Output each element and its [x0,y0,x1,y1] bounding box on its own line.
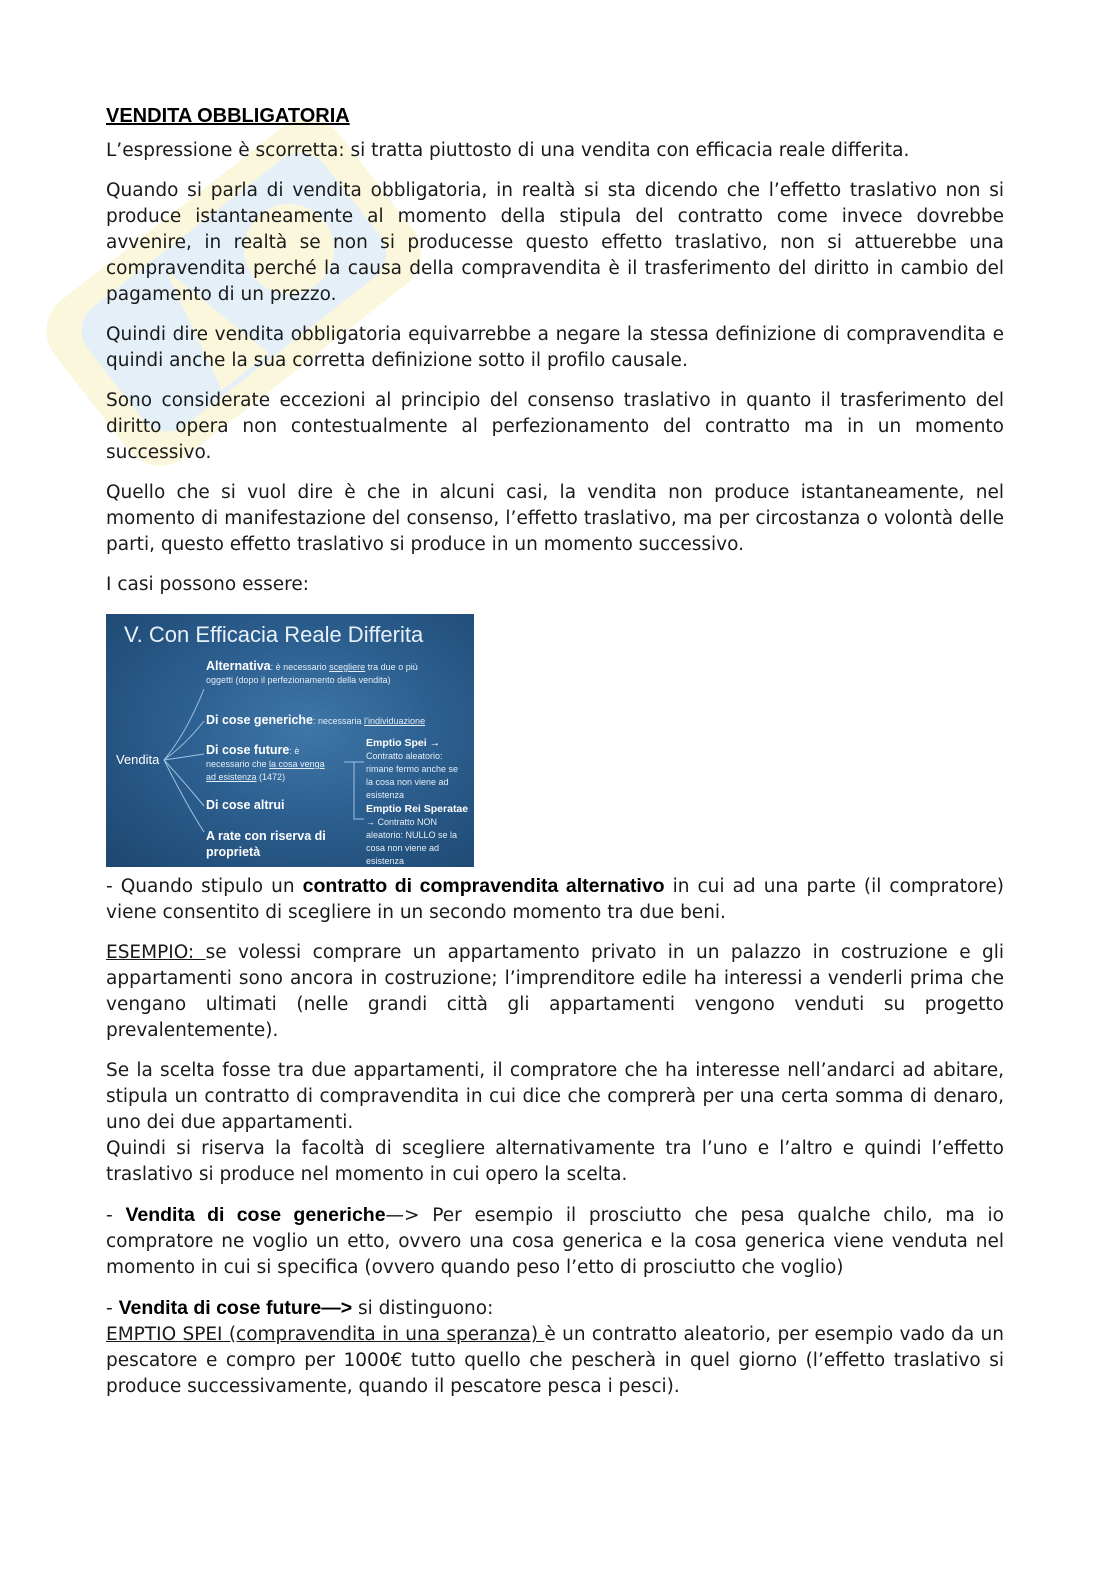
slide-title: V. Con Efficacia Reale Differita [124,622,424,647]
document-page [106,104,1004,1414]
paragraph-meaning: Quello che si vuol dire è che in alcuni casi, la vendita non produce istantaneamente, nel momento di manifestazione del consenso, l’effetto traslativo, ma per circostanza o volontà delle parti, questo effetto traslativo si produce in un momento successivo. [106,482,1004,555]
paragraph-exceptions: Sono considerate eccezioni al principio del consenso traslativo in quanto il trasferimento del diritto opera non contestualmente al perfezionamento del contratto ma in un momento successivo. [106,390,1004,463]
emptio-spei-label: EMPTIO SPEI (compravendita in una speranza) [106,1324,545,1345]
paragraph-definition: Quando si parla di vendita obbligatoria, in realtà si sta dicendo che l’effetto traslativo non si produce istantaneamente al momento della stipula del contratto come invece dovrebbe avvenire, in realtà se non si producesse questo effetto traslativo, non si attuerebbe una compravendita perché la causa della compravendita è il trasferimento del diritto in cambio del pagamento di un prezzo. [106,180,1004,305]
slide-item-emptio-spei: Emptio Spei → Contratto aleatorio: rimane fermo anche se la cosa non viene ad esistenza [366,737,459,800]
slide-root-vendita: Vendita [116,752,160,767]
paragraph-esempio: ESEMPIO: se volessi comprare un appartamento privato in un palazzo in costruzione e gli appartamenti sono ancora in costruzione; l’imprenditore edile ha interessi a venderli prima che vengano ultimati (nelle grandi città gli appartamenti vengono venduti su progetto prevalentemente). [106,942,1005,1041]
slide-item-rate: A rate con riserva di proprietà [206,829,326,859]
paragraph-cases-intro: I casi possono essere: [106,574,309,595]
section-heading: VENDITA OBBLIGATORIA [106,105,350,127]
paragraph-alternativo: - Quando stipulo un contratto di compravendita alternativo in cui ad una parte (il compratore) viene consentito di scegliere in un secondo momento tra due beni. [106,875,1004,923]
paragraph-intro: L’espressione è scorretta: si tratta piuttosto di una vendita con efficacia reale differita. [106,140,910,161]
slide-image [106,614,474,867]
paragraph-future: - Vendita di cose future—> si distinguono: EMPTIO SPEI (compravendita in una speranza) è un contratto aleatorio, per esempio vado da un pescatore e compro per 1000€ tutto quello che pescherà in quel giorno (l’effetto traslativo si produce successivamente, quando il pescatore pesca i pesci). [106,1297,1005,1397]
paragraph-negation: Quindi dire vendita obbligatoria equivarrebbe a negare la stessa definizione di compravendita e quindi anche la sua corretta definizione sotto il profilo causale. [106,324,1004,371]
slide-item-future: Di cose future: è necessario che la cosa venga ad esistenza (1472) [206,743,325,782]
slide-item-generiche: Di cose generiche: necessaria l’individuazione [206,713,426,727]
slide-item-altrui: Di cose altrui [206,798,285,812]
paragraph-scelta: Se la scelta fosse tra due appartamenti, il compratore che ha interesse nell’andarci ad abitare, stipula un contratto di compravendita in cui dice che comprerà per una certa somma di denaro, uno dei due appartamenti. Quindi si riserva la facoltà di scegliere alternativamente tra l’uno e l’altro e quindi l’effetto traslativo si produce nel momento in cui opero la scelta. [106,1060,1004,1185]
slide-item-alternativa: Alternativa: è necessario scegliere tra due o più oggetti (dopo il perfezionamento della vendita) [206,659,418,685]
esempio-label: ESEMPIO: [106,942,206,963]
paragraph-generiche: - Vendita di cose generiche—> Per esempio il prosciutto che pesa qualche chilo, ma io compratore ne voglio un etto, ovvero una cosa generica e la cosa generica viene venduta nel momento in cui si specifica (ovvero quando peso l’etto di prosciutto che voglio) [106,1204,1004,1278]
slide-item-emptio-rei-speratae: Emptio Rei Speratae → Contratto NON aleatorio: NULLO se la cosa non viene ad esistenza [366,803,469,866]
